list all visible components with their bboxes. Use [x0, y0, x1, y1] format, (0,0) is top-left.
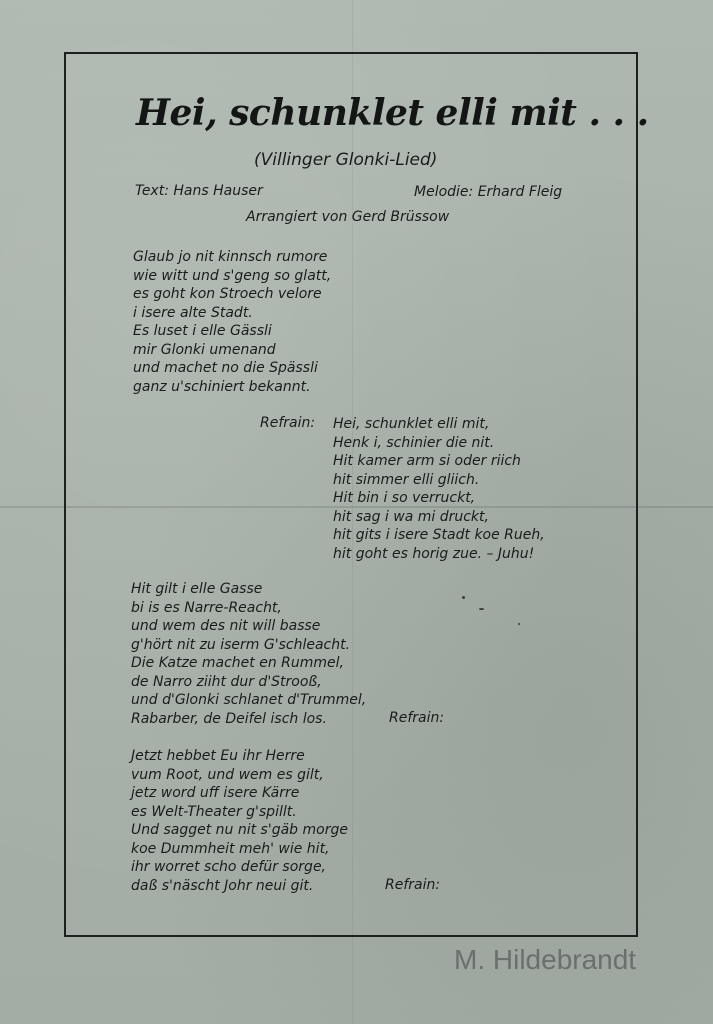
refrain-label: Refrain:: [260, 415, 316, 431]
composer-credit: Melodie: Erhard Fleig: [414, 184, 563, 200]
verse-line: Rabarber, de Deifel isch los.: [131, 710, 327, 727]
verse-line: es goht kon Stroech velore: [133, 286, 322, 302]
verse-line: vum Root, und wem es gilt,: [131, 766, 324, 783]
refrain-line: hit simmer elli gliich.: [333, 471, 480, 488]
verse-line: Jetzt hebbet Eu ihr Herre: [131, 748, 305, 764]
arranger-credit: Arrangiert von Gerd Brüssow: [246, 209, 450, 225]
verse-3: [131, 747, 348, 895]
verse-line: und d'Glonki schlanet d'Trummel,: [131, 692, 367, 708]
paper-speck: [462, 596, 465, 599]
refrain-line: hit sag i wa mi druckt,: [333, 508, 489, 525]
lyricist-credit: Text: Hans Hauser: [135, 183, 263, 199]
verse-1: [133, 248, 331, 396]
refrain-line: hit goht es horig zue. – Juhu!: [333, 545, 535, 562]
verse-line: mir Glonki umenand: [133, 341, 276, 358]
verse-line: koe Dummheit meh' wie hit,: [131, 840, 330, 857]
verse-line: Und sagget nu nit s'gäb morge: [131, 822, 348, 838]
paper-speck: [479, 608, 484, 610]
verse-line: Es luset i elle Gässli: [133, 323, 272, 339]
paper-speck: [518, 623, 520, 625]
verse-line: wie witt und s'geng so glatt,: [133, 267, 332, 284]
verse-line: es Welt-Theater g'spillt.: [131, 803, 297, 820]
refrain-reference: Refrain:: [389, 710, 445, 726]
refrain-line: Henk i, schinier die nit.: [333, 434, 495, 451]
song-subtitle: (Villinger Glonki-Lied): [254, 150, 438, 170]
refrain-reference: Refrain:: [385, 877, 441, 893]
verse-line: daß s'näscht Johr neui git.: [131, 877, 314, 894]
refrain-line: Hei, schunklet elli mit,: [333, 416, 490, 432]
watermark: M. Hildebrandt: [454, 944, 637, 975]
verse-line: ganz u'schiniert bekannt.: [133, 378, 311, 395]
refrain-line: Hit kamer arm si oder riich: [333, 453, 521, 469]
verse-line: Die Katze machet en Rummel,: [131, 655, 345, 671]
verse-line: Glaub jo nit kinnsch rumore: [133, 249, 328, 265]
verse-line: bi is es Narre-Reacht,: [131, 599, 282, 616]
verse-line: g'hört nit zu iserm G'schleacht.: [131, 636, 351, 653]
verse-line: und machet no die Spässli: [133, 360, 318, 376]
verse-line: de Narro ziiht dur d'Strooß,: [131, 673, 322, 690]
verse-2: [131, 580, 366, 728]
verse-line: jetz word uff isere Kärre: [131, 785, 300, 801]
refrain: [333, 415, 545, 563]
verse-line: i isere alte Stadt.: [133, 304, 253, 321]
verse-line: und wem des nit will basse: [131, 618, 321, 634]
verse-line: Hit gilt i elle Gasse: [131, 581, 263, 597]
refrain-line: hit gits i isere Stadt koe Rueh,: [333, 527, 545, 543]
verse-line: ihr worret scho defür sorge,: [131, 859, 327, 875]
refrain-line: Hit bin i so verruckt,: [333, 490, 476, 506]
song-title: Hei, schunklet elli mit . . .: [136, 92, 649, 134]
